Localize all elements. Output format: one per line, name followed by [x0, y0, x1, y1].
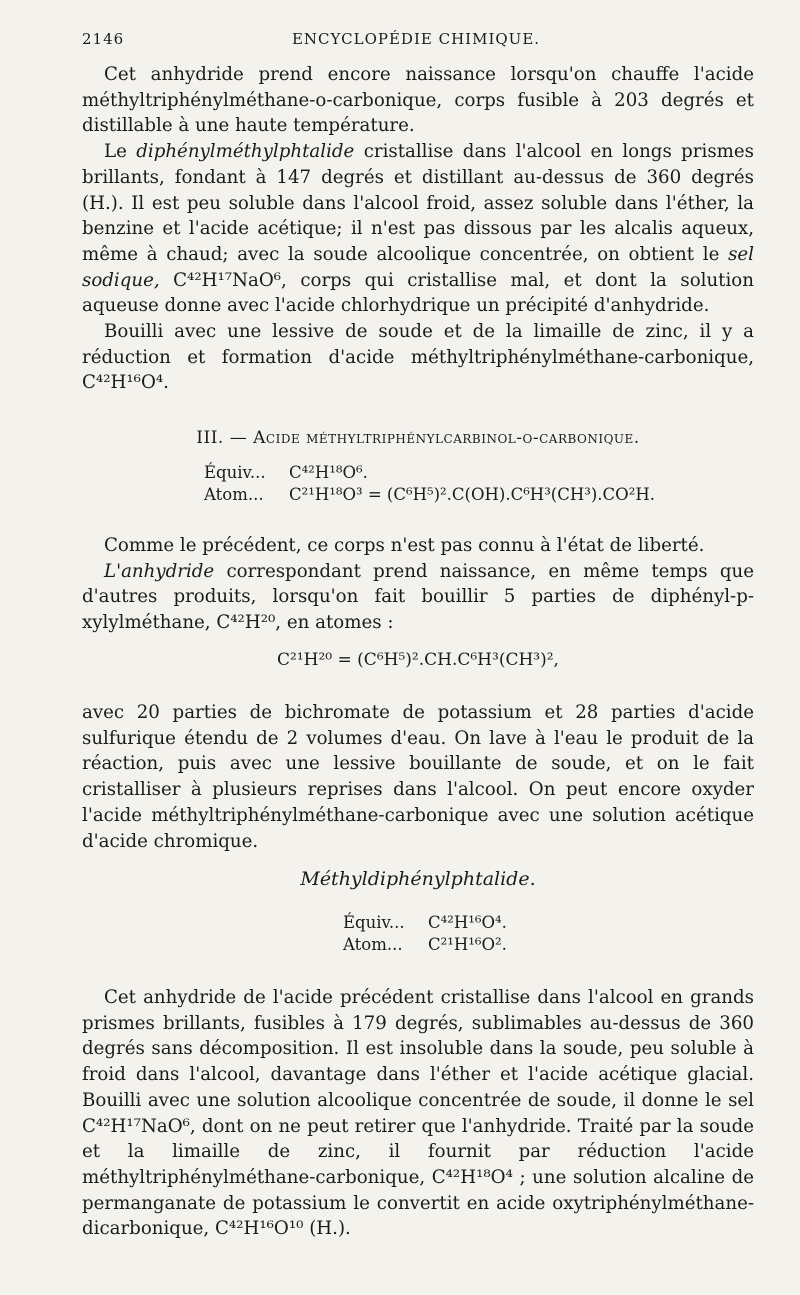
equation: C²¹H²⁰ = (C⁶H⁵)².CH.C⁶H³(CH³)²,: [277, 650, 559, 670]
intro-text-block: [82, 62, 754, 396]
section-title: Acide méthyltriphénylcarbinol-o-carbonique.: [253, 428, 640, 448]
term: L'anhydride: [104, 560, 215, 582]
paragraph: Cet anhydride de l'acide précédent cristallise dans l'alcool en grands prismes brillants, fusibles à 179 degrés, sublimables au-dessus de 360 degrés sans décomposition. Il est insoluble dans la soude, peu soluble à froid dans l'alcool, davantage dans l'éther et l'acide acétique glacial. Bouilli avec une solution alcoolique concentrée de soude, il donne le sel C⁴²H¹⁷NaO⁶, dont on ne peut retirer que l'anhydride. Traité par la soude et la limaille de zinc, il fournit par réduction l'acide méthyltriphénylméthane-carbonique, C⁴²H¹⁸O⁴ ; une solution alcaline de permanganate de potassium le convertit en acide oxytriphénylméthane-dicarbonique, C⁴²H¹⁶O¹⁰ (H.).: [82, 987, 754, 1240]
page-header: [82, 30, 750, 54]
formula-block: [343, 912, 507, 956]
paragraph: avec 20 parties de bichromate de potassium et 28 parties d'acide sulfurique étendu de 2 volumes d'eau. On lave à l'eau le produit de la réaction, puis avec une lessive bouillante de soude, et on le fait cristalliser à plusieurs reprises dans l'alcool. On peut encore oxyder l'acide méthyltriphénylméthane-carbonique avec une solution acétique d'acide chromique.: [82, 702, 754, 852]
paragraph: Cet anhydride prend encore naissance lorsqu'on chauffe l'acide méthyltriphénylméthane-o-carbonique, corps fusible à 203 degrés et distillable à une haute température.: [82, 64, 754, 137]
section-heading: III. — Acide méthyltriphénylcarbinol-o-carbonique.: [196, 428, 640, 448]
phtalide-text-block: [82, 985, 754, 1242]
formula: C⁴²H¹⁷NaO⁶,: [173, 269, 287, 291]
section3-text-block: [82, 533, 754, 636]
paragraph: Comme le précédent, ce corps n'est pas connu à l'état de liberté.: [104, 535, 705, 556]
compound-title: Méthyldiphénylphtalide.: [300, 868, 536, 890]
paragraph: Bouilli avec une lessive de soude et de la limaille de zinc, il y a réduction et formation d'acide méthyltriphénylméthane-carbonique, C⁴²H¹⁶O⁴.: [82, 321, 754, 394]
term: sel sodique,: [82, 243, 754, 291]
term: diphénylméthylphtalide: [136, 141, 355, 163]
formula-row-equiv: Équiv... C⁴²H¹⁸O⁶.: [204, 463, 368, 482]
page-number: 2146: [82, 30, 125, 48]
formula-row-equiv: Équiv... C⁴²H¹⁶O⁴.: [343, 913, 507, 932]
running-title: ENCYCLOPÉDIE CHIMIQUE.: [291, 30, 541, 48]
formula-row-atom: Atom... C²¹H¹⁸O³ = (C⁶H⁵)².C(OH).C⁶H³(CH³).CO²H.: [204, 485, 655, 504]
paragraph: L'anhydride correspondant prend naissance, en même temps que d'autres produits, lorsqu'on fait bouillir 5 parties de diphényl-p-xylylméthane, C⁴²H²⁰, en atomes :: [82, 560, 754, 634]
section3-text-block-2: [82, 700, 754, 854]
formula-row-atom: Atom... C²¹H¹⁶O².: [343, 935, 507, 954]
formula-block: [204, 462, 655, 506]
paragraph: Le diphénylméthylphtalide cristallise dans l'alcool en longs prismes brillants, fondant à 147 degrés et distillant au-dessus de 360 degrés (H.). Il est peu soluble dans l'alcool froid, assez soluble dans l'éther, la benzine et l'acide acétique; il n'est pas dissous par les alcalis aqueux, même à chaud; avec la soude alcoolique concentrée, on obtient le sel sodique, C⁴²H¹⁷NaO⁶, corps qui cristallise mal, et dont la solution aqueuse donne avec l'acide chlorhydrique un précipité d'anhydride.: [82, 141, 754, 317]
